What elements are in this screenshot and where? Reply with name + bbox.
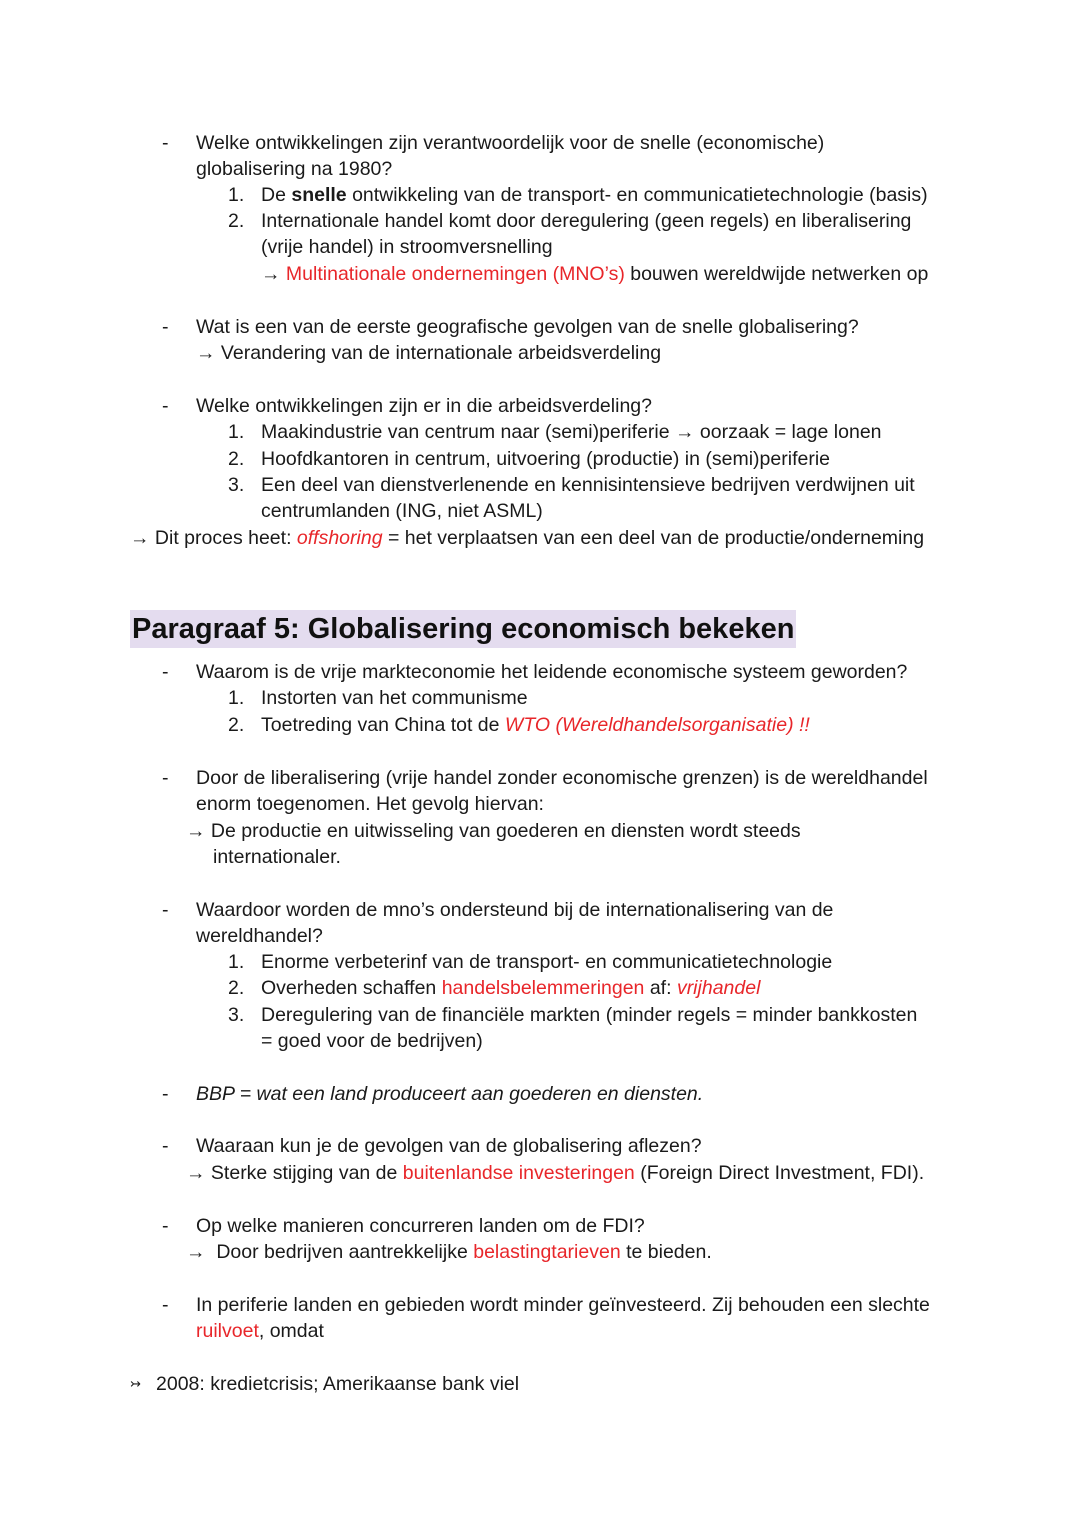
note-line: 2008: kredietcrisis; Amerikaanse bank viel bbox=[156, 1373, 520, 1395]
arrow-icon: → bbox=[186, 1162, 206, 1184]
list-number: 1. bbox=[228, 951, 245, 973]
list-item: De snelle ontwikkeling van de transport- en communicatietechnologie (basis) bbox=[261, 184, 928, 206]
question-text: Waarom is de vrije markteconomie het leidende economische systeem geworden? bbox=[196, 661, 908, 683]
list-number: 2. bbox=[228, 448, 245, 470]
list-dash: - bbox=[162, 395, 169, 417]
list-item: Internationale handel komt door deregulering (geen regels) en liberalisering bbox=[261, 210, 912, 232]
list-item: Instorten van het communisme bbox=[261, 687, 528, 709]
list-number: 3. bbox=[228, 1004, 245, 1026]
answer-line: → Multinationale ondernemingen (MNO’s) bouwen wereldwijde netwerken op bbox=[261, 263, 929, 285]
arrow-icon: → bbox=[130, 527, 150, 549]
list-number: 1. bbox=[228, 184, 245, 206]
paragraph-line: In periferie landen en gebieden wordt minder geïnvesteerd. Zij behouden een slechte bbox=[196, 1294, 930, 1316]
list-item-cont: (vrije handel) in stroomversnelling bbox=[261, 236, 553, 258]
list-dash: - bbox=[162, 1294, 169, 1316]
list-item: Toetreding van China tot de WTO (Wereldhandelsorganisatie) !! bbox=[261, 714, 810, 736]
list-number: 3. bbox=[228, 474, 245, 496]
list-number: 1. bbox=[228, 421, 245, 443]
definition-line: → Dit proces heet: offshoring = het verplaatsen van een deel van de productie/onderneming bbox=[130, 527, 925, 549]
list-dash: - bbox=[162, 1215, 169, 1237]
section-heading: Paragraaf 5: Globalisering economisch bekeken bbox=[130, 610, 796, 648]
answer-line: → Door bedrijven aantrekkelijke belastingtarieven te bieden. bbox=[186, 1241, 712, 1263]
arrow-icon: → bbox=[261, 263, 281, 285]
list-item: Deregulering van de financiële markten (minder regels = minder bankkosten bbox=[261, 1004, 918, 1026]
bullet-arrow-icon: ↣ bbox=[130, 1376, 141, 1391]
list-dash: - bbox=[162, 1135, 169, 1157]
list-item: Enorme verbeterinf van de transport- en communicatietechnologie bbox=[261, 951, 833, 973]
question-text: Waaraan kun je de gevolgen van de globalisering aflezen? bbox=[196, 1135, 702, 1157]
answer-line: → De productie en uitwisseling van goederen en diensten wordt steeds bbox=[186, 820, 801, 842]
list-dash: - bbox=[162, 899, 169, 921]
list-number: 2. bbox=[228, 210, 245, 232]
list-item: Een deel van dienstverlenende en kennisintensieve bedrijven verdwijnen uit bbox=[261, 474, 915, 496]
arrow-icon: → bbox=[186, 1241, 206, 1263]
question-text: Welke ontwikkelingen zijn er in die arbeidsverdeling? bbox=[196, 395, 652, 417]
list-dash: - bbox=[162, 316, 169, 338]
list-item: Hoofdkantoren in centrum, uitvoering (productie) in (semi)periferie bbox=[261, 448, 831, 470]
list-number: 2. bbox=[228, 977, 245, 999]
list-dash: - bbox=[162, 767, 169, 789]
paragraph-line: Door de liberalisering (vrije handel zonder economische grenzen) is de wereldhandel bbox=[196, 767, 928, 789]
list-dash: - bbox=[162, 132, 169, 154]
question-text-cont: globalisering na 1980? bbox=[196, 158, 393, 180]
paragraph-line: enorm toegenomen. Het gevolg hiervan: bbox=[196, 793, 544, 815]
list-item-cont: centrumlanden (ING, niet ASML) bbox=[261, 500, 543, 522]
definition-line: BBP = wat een land produceert aan goederen en diensten. bbox=[196, 1083, 704, 1105]
arrow-icon: → bbox=[186, 820, 206, 842]
list-item: Maakindustrie van centrum naar (semi)periferie → oorzaak = lage lonen bbox=[261, 421, 882, 443]
arrow-icon: → bbox=[196, 342, 216, 364]
question-text: Op welke manieren concurreren landen om de FDI? bbox=[196, 1215, 645, 1237]
question-text: Welke ontwikkelingen zijn verantwoordelijk voor de snelle (economische) bbox=[196, 132, 825, 154]
answer-line: → Verandering van de internationale arbeidsverdeling bbox=[196, 342, 662, 364]
question-text: Wat is een van de eerste geografische gevolgen van de snelle globalisering? bbox=[196, 316, 859, 338]
list-number: 1. bbox=[228, 687, 245, 709]
list-item: Overheden schaffen handelsbelemmeringen af: vrijhandel bbox=[261, 977, 761, 999]
answer-line: → Sterke stijging van de buitenlandse investeringen (Foreign Direct Investment, FDI). bbox=[186, 1162, 925, 1184]
paragraph-line: ruilvoet, omdat bbox=[196, 1320, 324, 1342]
list-dash: - bbox=[162, 661, 169, 683]
list-item-cont: = goed voor de bedrijven) bbox=[261, 1030, 483, 1052]
question-text: Waardoor worden de mno’s ondersteund bij de internationalisering van de bbox=[196, 899, 834, 921]
question-text-cont: wereldhandel? bbox=[196, 925, 323, 947]
answer-line-cont: internationaler. bbox=[213, 846, 341, 868]
list-dash: - bbox=[162, 1083, 169, 1105]
list-number: 2. bbox=[228, 714, 245, 736]
